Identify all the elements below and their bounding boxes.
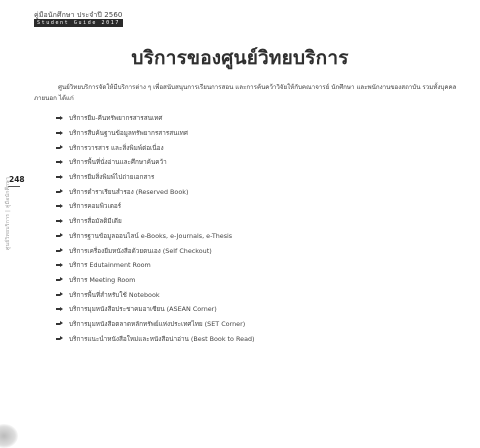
service-label: บริการพื้นที่สำหรับใช้ Notebook <box>69 290 160 299</box>
arrow-bullet-icon <box>56 336 63 341</box>
list-item <box>56 214 255 229</box>
arrow-bullet-icon <box>56 307 63 312</box>
list-item <box>56 229 255 244</box>
service-label: บริการเครื่องยืมหนังสือด้วยตนเอง (Self Checkout) <box>69 246 212 255</box>
guide-title: คู่มือนักศึกษา ประจำปี 2560 <box>34 11 123 19</box>
arrow-bullet-icon <box>56 248 63 253</box>
service-label: บริการยืม-คืนทรัพยากรสารสนเทศ <box>69 114 163 123</box>
service-label: บริการวารสาร และสิ่งพิมพ์ต่อเนื่อง <box>69 143 164 152</box>
service-label: บริการสืบค้นฐานข้อมูลทรัพยากรสารสนเทศ <box>69 129 188 138</box>
page-number: 248 <box>9 175 25 184</box>
list-item <box>56 287 255 302</box>
page-title: บริการของศูนย์วิทยบริการ <box>131 47 349 69</box>
service-label: บริการ Edutainment Room <box>69 261 151 270</box>
list-item <box>56 331 255 346</box>
service-label: บริการคอมพิวเตอร์ <box>69 202 122 211</box>
list-item <box>56 243 255 258</box>
guide-badge: Student Guide 2017 <box>34 19 123 27</box>
list-item <box>56 111 255 126</box>
service-label: บริการยืมสิ่งพิมพ์ไปถ่ายเอกสาร <box>69 173 155 182</box>
list-item <box>56 170 255 185</box>
arrow-bullet-icon <box>56 131 63 136</box>
intro-paragraph: ศูนย์วิทยบริการจัดให้มีบริการต่าง ๆ เพื่อสนับสนุนการเรียนการสอน และการค้นคว้าวิจัยให้กับคณาจารย์ นักศึกษา และพนักงานของสถาบัน รวมทั้งบุคคลภายนอก ได้แก่ <box>34 84 457 102</box>
list-item <box>56 199 255 214</box>
service-label: บริการฐานข้อมูลออนไลน์ e-Books, e-Journals, e-Thesis <box>69 231 233 240</box>
list-item <box>56 184 255 199</box>
service-label: บริการตำราเรียนสำรอง (Reserved Book) <box>69 187 189 196</box>
arrow-bullet-icon <box>56 175 63 180</box>
service-label: บริการแนะนำหนังสือใหม่และหนังสือน่าอ่าน (Best Book to Read) <box>69 334 255 343</box>
service-label: บริการสื่อมัลติมีเดีย <box>69 217 122 226</box>
arrow-bullet-icon <box>56 160 63 165</box>
service-label: บริการมุมหนังสือประชาคมอาเซียน (ASEAN Corner) <box>69 305 217 314</box>
side-section-label: ศูนย์วิทยบริการ | คู่มือนักศึกษา <box>5 176 11 250</box>
arrow-bullet-icon <box>56 219 63 224</box>
arrow-bullet-icon <box>56 321 63 326</box>
arrow-bullet-icon <box>56 116 63 121</box>
service-label: บริการพื้นที่นั่งอ่านและศึกษาค้นคว้า <box>69 158 167 167</box>
list-item <box>56 155 255 170</box>
list-item <box>56 302 255 317</box>
arrow-bullet-icon <box>56 204 63 209</box>
page-curl-shadow <box>0 424 18 448</box>
arrow-bullet-icon <box>56 189 63 194</box>
service-label: บริการมุมหนังสือตลาดหลักทรัพย์แห่งประเทศไทย (SET Corner) <box>69 319 246 328</box>
arrow-bullet-icon <box>56 145 63 150</box>
arrow-bullet-icon <box>56 233 63 238</box>
service-list <box>56 111 255 346</box>
list-item <box>56 273 255 288</box>
arrow-bullet-icon <box>56 263 63 268</box>
list-item <box>56 317 255 332</box>
list-item <box>56 126 255 141</box>
list-item <box>56 258 255 273</box>
service-label: บริการ Meeting Room <box>69 275 136 284</box>
arrow-bullet-icon <box>56 292 63 297</box>
arrow-bullet-icon <box>56 277 63 282</box>
list-item <box>56 140 255 155</box>
